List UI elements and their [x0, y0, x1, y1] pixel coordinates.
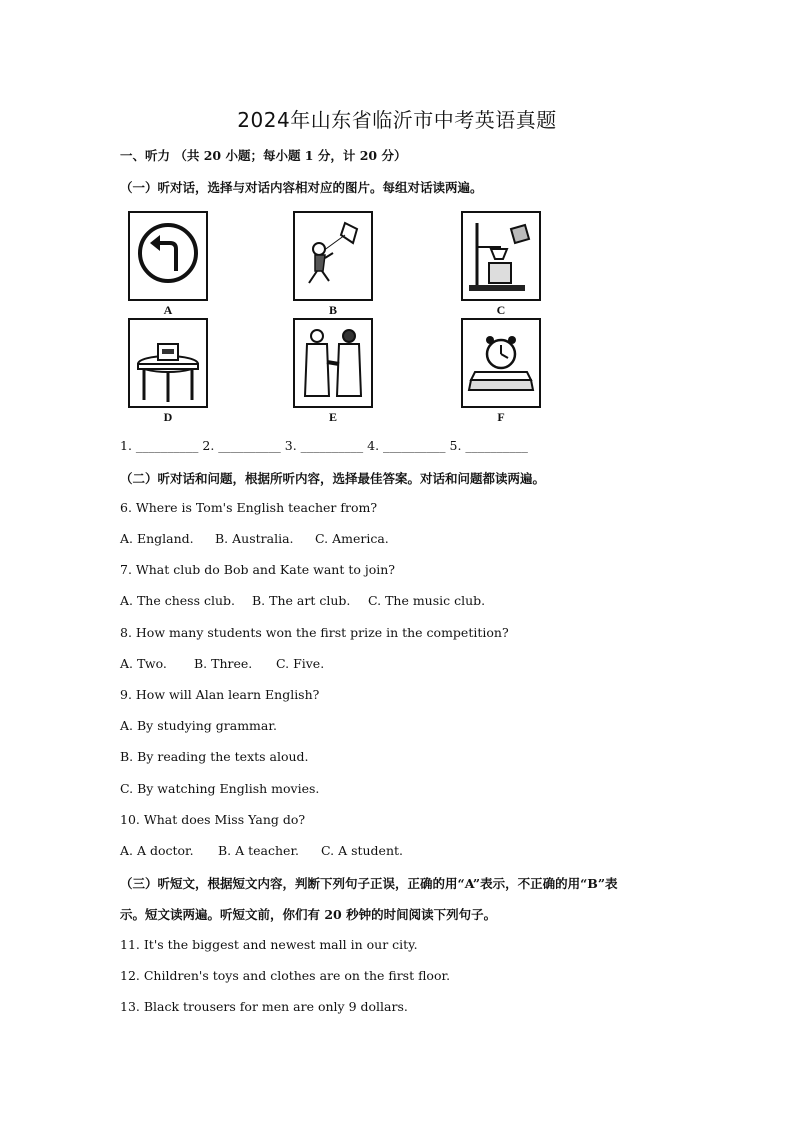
picture-label: D — [163, 410, 173, 424]
option: B. The art club. — [252, 593, 351, 608]
picture-label: E — [328, 410, 337, 424]
question-9-option-a: A. By studying grammar. — [120, 718, 277, 733]
option: A. Two. — [120, 656, 167, 671]
page-title: 2024年山东省临沂市中考英语真题 — [237, 108, 557, 132]
option: C. The music club. — [368, 593, 486, 608]
picture-label: C — [496, 303, 506, 317]
option: C. A student. — [321, 843, 404, 858]
part3-instruction-line2: 示。短文读两遍。听短文前，你们有 20 秒钟的时间阅读下列句子。 — [120, 907, 497, 922]
lab-equipment-icon — [463, 213, 539, 299]
question-10: 10. What does Miss Yang do? — [120, 812, 306, 827]
question-11: 11. It's the biggest and newest mall in our city. — [120, 937, 418, 952]
box-on-table-icon — [130, 320, 206, 406]
boy-flying-kite-icon — [295, 213, 371, 299]
question-12: 12. Children's toys and clothes are on the first floor. — [120, 968, 451, 983]
alarm-clock-on-books-icon — [463, 320, 539, 406]
option: B. Three. — [194, 656, 253, 671]
picture-label: F — [497, 410, 505, 424]
question-6-options — [120, 531, 389, 546]
question-9-option-b: B. By reading the texts aloud. — [120, 749, 309, 764]
option: B. A teacher. — [218, 843, 300, 858]
picture-label: A — [163, 303, 173, 317]
question-8: 8. How many students won the first prize in the competition? — [120, 625, 509, 640]
picture-label: B — [328, 303, 337, 317]
question-7-options — [120, 593, 485, 608]
option: A. The chess club. — [120, 593, 236, 608]
question-9: 9. How will Alan learn English? — [120, 687, 320, 702]
option: C. America. — [315, 531, 389, 546]
part3-instruction-line1: （三）听短文，根据短文内容，判断下列句子正误，正确的用“A”表示，不正确的用“B”表 — [120, 876, 618, 891]
option: B. Australia. — [215, 531, 294, 546]
question-8-options — [120, 656, 324, 671]
part1-instruction: （一）听对话，选择与对话内容相对应的图片。每组对话读两遍。 — [120, 180, 483, 195]
question-6: 6. Where is Tom's English teacher from? — [120, 500, 378, 515]
question-13: 13. Black trousers for men are only 9 dollars. — [120, 999, 408, 1014]
question-9-option-c: C. By watching English movies. — [120, 781, 320, 796]
part2-instruction: （二）听对话和问题，根据所听内容，选择最佳答案。对话和问题都读两遍。 — [120, 471, 546, 486]
option: A. A doctor. — [120, 843, 194, 858]
question-10-options — [120, 843, 403, 858]
question-7: 7. What club do Bob and Kate want to join? — [120, 562, 395, 577]
option: A. England. — [120, 531, 194, 546]
section-heading: 一、听力 （共 20 小题；每小题 1 分，计 20 分） — [120, 148, 407, 163]
turn-left-sign-icon — [130, 213, 206, 299]
answer-blanks: 1. __________ 2. __________ 3. __________ 4. __________ 5. __________ — [120, 438, 528, 453]
handshake-icon — [295, 320, 371, 406]
option: C. Five. — [276, 656, 325, 671]
